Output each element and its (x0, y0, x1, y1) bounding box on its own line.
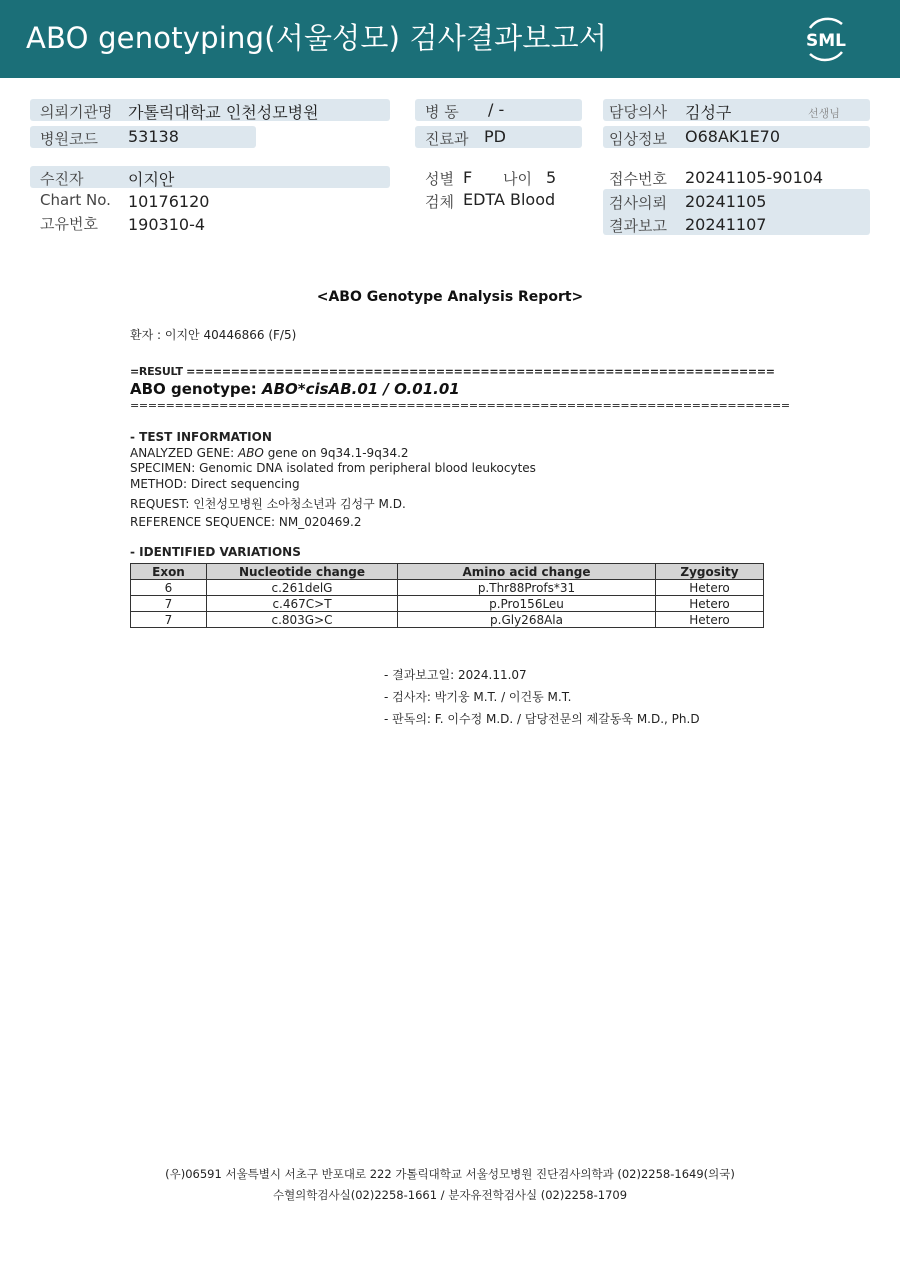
sml-logo-text: SML (806, 31, 846, 51)
nucleotide-cell: c.803G>C (207, 612, 398, 628)
test-info-heading: - TEST INFORMATION (130, 430, 272, 444)
zygosity-cell: Hetero (656, 580, 764, 596)
table-row (131, 580, 764, 596)
analyzed-gene-suffix: gene on 9q34.1-9q34.2 (263, 446, 409, 460)
chart-no-label: Chart No. (40, 191, 111, 209)
footer-contacts: 수혈의학검사실(02)2258-1661 / 분자유전학검사실 (02)2258-1709 (272, 1188, 628, 1202)
patient-line: 환자 : 이지안 40446866 (F/5) (130, 328, 297, 342)
table-header-amino-acid: Amino acid change (398, 564, 656, 580)
analyzed-gene-italic: ABO (237, 446, 264, 460)
analyzed-gene-prefix: ANALYZED GENE: (130, 446, 238, 460)
analyzed-gene-line (130, 446, 409, 460)
amino-acid-cell: p.Gly268Ala (398, 612, 656, 628)
clinical-value: O68AK1E70 (685, 127, 781, 146)
hospital-code-value: 53138 (128, 127, 179, 146)
footer-address: (우)06591 서울특별시 서초구 반포대로 222 가톨릭대학교 서울성모병원 진단검사의학과 (02)2258-1649(의국) (165, 1167, 735, 1181)
specimen-line: SPECIMEN: Genomic DNA isolated from peripheral blood leukocytes (130, 461, 536, 475)
nucleotide-cell: c.261delG (207, 580, 398, 596)
table-header-nucleotide: Nucleotide change (207, 564, 398, 580)
zygosity-cell: Hetero (656, 596, 764, 612)
receipt-number-label: 접수번호 (609, 170, 667, 188)
specimen-value: EDTA Blood (463, 190, 556, 209)
genotype-line (130, 380, 460, 398)
sex-label: 성별 (425, 170, 454, 188)
exon-cell: 6 (131, 580, 207, 596)
department-label: 진료과 (425, 130, 469, 148)
exon-cell: 7 (131, 612, 207, 628)
receipt-number-value: 20241105-90104 (685, 168, 824, 187)
report-header-title: ABO genotyping(서울성모) 검사결과보고서 (26, 21, 608, 55)
doctor-value: 김성구 (685, 103, 732, 122)
chart-no-value: 10176120 (128, 192, 210, 211)
amino-acid-cell: p.Thr88Profs*31 (398, 580, 656, 596)
table-header-zygosity: Zygosity (656, 564, 764, 580)
ward-value: / - (488, 100, 505, 119)
tester-line: - 검사자: 박기웅 M.T. / 이건동 M.T. (384, 690, 572, 704)
reference-sequence-line: REFERENCE SEQUENCE: NM_020469.2 (130, 515, 362, 529)
sml-logo (798, 12, 854, 66)
patient-value: 이지안 (128, 170, 175, 189)
hospital-code-label: 병원코드 (40, 130, 98, 148)
table-header-row (131, 564, 764, 580)
nucleotide-cell: c.467C>T (207, 596, 398, 612)
request-date-value: 20241105 (685, 192, 767, 211)
unique-number-label: 고유번호 (40, 215, 98, 233)
request-date-label: 검사의뢰 (609, 194, 667, 212)
exon-cell: 7 (131, 596, 207, 612)
report-date-line: - 결과보고일: 2024.11.07 (384, 668, 527, 682)
report-title: <ABO Genotype Analysis Report> (316, 289, 584, 305)
age-value: 5 (546, 168, 557, 187)
institution-label: 의뢰기관명 (40, 103, 113, 121)
ward-label: 병 동 (425, 103, 459, 121)
patient-label: 수진자 (40, 170, 84, 188)
department-value: PD (484, 127, 506, 146)
reader-line: - 판독의: F. 이수정 M.D. / 담당전문의 제갈동욱 M.D., Ph.D (384, 712, 700, 726)
genotype-prefix: ABO genotype: (130, 380, 262, 398)
amino-acid-cell: p.Pro156Leu (398, 596, 656, 612)
method-line: METHOD: Direct sequencing (130, 477, 300, 491)
specimen-label: 검체 (425, 193, 454, 211)
unique-number-value: 190310-4 (128, 215, 206, 234)
variations-heading: - IDENTIFIED VARIATIONS (130, 545, 301, 559)
table-row (131, 596, 764, 612)
genotype-rule-line: ========================================================================== (130, 399, 790, 412)
institution-value: 가톨릭대학교 인천성모병원 (128, 103, 319, 122)
genotype-value: ABO*cisAB.01 / O.01.01 (262, 380, 460, 398)
doctor-label: 담당의사 (609, 103, 667, 121)
request-line: REQUEST: 인천성모병원 소아청소년과 김성구 M.D. (130, 497, 406, 511)
sex-value: F (463, 168, 473, 187)
report-header (0, 0, 900, 78)
report-date-value: 20241107 (685, 215, 767, 234)
doctor-suffix: 선생님 (808, 107, 840, 120)
patient-field-bar (30, 166, 390, 188)
zygosity-cell: Hetero (656, 612, 764, 628)
age-label: 나이 (503, 170, 532, 188)
result-rule-line: =RESULT ================================================================== (130, 365, 775, 378)
clinical-label: 임상정보 (609, 130, 667, 148)
table-row (131, 612, 764, 628)
table-header-exon: Exon (131, 564, 207, 580)
variations-table (130, 563, 764, 628)
report-date-label: 결과보고 (609, 217, 667, 235)
